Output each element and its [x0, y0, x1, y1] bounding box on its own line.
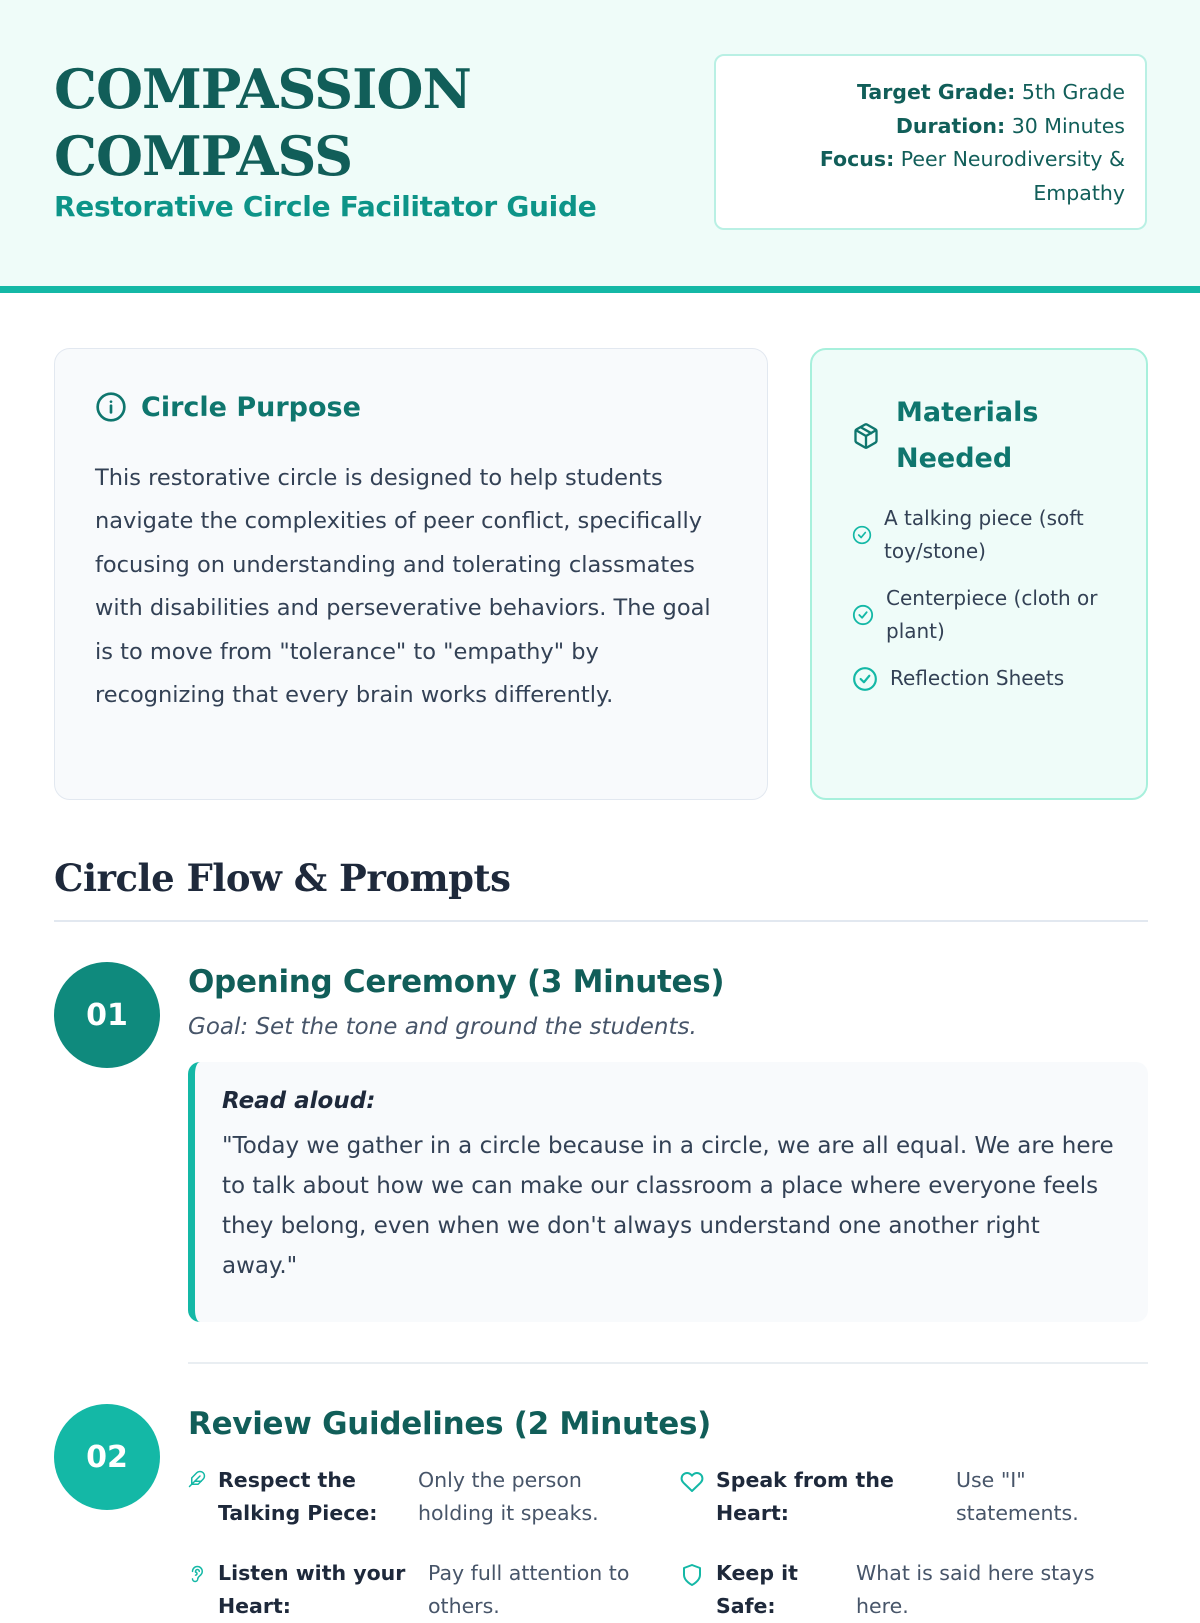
guideline-description: Use "I" statements. [956, 1468, 1079, 1525]
title-line-2: COMPASS [54, 124, 353, 188]
guideline-description: What is said here stays here. [856, 1561, 1095, 1618]
step-title: Review Guidelines (2 Minutes) [188, 1406, 712, 1442]
guideline-name: Respect the Talking Piece: [218, 1468, 378, 1525]
info-icon [95, 391, 127, 423]
step-goal: Goal: Set the tone and ground the students. [188, 1014, 697, 1040]
meta-focus-value-2: Empathy [1033, 180, 1125, 205]
meta-grade-value: 5th Grade [1021, 80, 1125, 104]
guideline-description: Only the person holding it speaks. [418, 1468, 599, 1525]
page-header [0, 0, 1200, 286]
document-title [54, 56, 471, 190]
guideline-item [188, 1557, 658, 1623]
material-label: A talking piece (soft toy/stone) [884, 506, 1084, 563]
read-aloud-box [188, 1062, 1148, 1322]
meta-focus-label: Focus: [819, 147, 895, 171]
guideline-name: Speak from the Heart: [716, 1468, 894, 1525]
list-item [852, 502, 1122, 568]
guideline-item [680, 1464, 1096, 1530]
list-item [852, 582, 1122, 648]
material-label: Reflection Sheets [890, 666, 1065, 690]
guideline-item [188, 1464, 618, 1530]
check-circle-icon [852, 604, 874, 626]
materials-card [810, 348, 1148, 800]
read-aloud-text: "Today we gather in a circle because in a circle, we are all equal. We are here to talk about how we can make our classroom a place where everyone feels they belong, even when we don't always understand one another right away." [222, 1133, 1114, 1279]
meta-duration-value: 30 Minutes [1011, 113, 1125, 138]
meta-grade [736, 76, 1125, 110]
package-icon [852, 422, 880, 450]
guideline-name: Keep it Safe: [716, 1561, 798, 1618]
meta-duration [736, 110, 1125, 144]
purpose-header [95, 391, 361, 423]
heart-icon [680, 1470, 704, 1494]
check-circle-icon [852, 666, 878, 692]
shield-icon [680, 1563, 704, 1587]
feather-icon [188, 1470, 206, 1488]
meta-focus-value-1: Peer Neurodiversity & [900, 147, 1125, 171]
ear-icon [188, 1563, 206, 1585]
purpose-text: This restorative circle is designed to help students navigate the complexities of peer conflict, specifically focusing on understanding and tolerating classmates with disabilities and perseverative behaviors. The goal is to move from "tolerance" to "empathy" by recognizing that every brain works differently. [95, 465, 711, 709]
section-heading: Circle Flow & Prompts [54, 856, 511, 900]
materials-list [852, 502, 1122, 709]
meta-grade-label: Target Grade: [857, 80, 1016, 104]
purpose-title: Circle Purpose [141, 391, 361, 423]
guideline-item [680, 1557, 1116, 1623]
material-label: Centerpiece (cloth or plant) [886, 586, 1098, 643]
header-divider [0, 286, 1200, 293]
meta-focus-cont [736, 177, 1125, 211]
guideline-name: Listen with your Heart: [218, 1561, 406, 1618]
read-aloud-label: Read aloud: [222, 1088, 376, 1114]
document-subtitle: Restorative Circle Facilitator Guide [54, 190, 597, 223]
purpose-card [54, 348, 768, 800]
step-title: Opening Ceremony (3 Minutes) [188, 964, 725, 1000]
session-meta-box [714, 54, 1147, 230]
materials-title: Materials Needed [896, 397, 1039, 474]
guideline-description: Pay full attention to others. [428, 1561, 630, 1618]
list-item [852, 662, 1122, 695]
meta-focus [736, 143, 1125, 177]
step-divider [188, 1362, 1148, 1364]
title-line-1: COMPASSION [54, 57, 471, 121]
step-number-badge: 01 [54, 962, 160, 1068]
step-number-badge: 02 [54, 1404, 160, 1510]
materials-header [852, 390, 1056, 482]
check-circle-icon [852, 525, 872, 545]
section-divider [54, 920, 1148, 922]
meta-duration-label: Duration: [895, 113, 1006, 138]
